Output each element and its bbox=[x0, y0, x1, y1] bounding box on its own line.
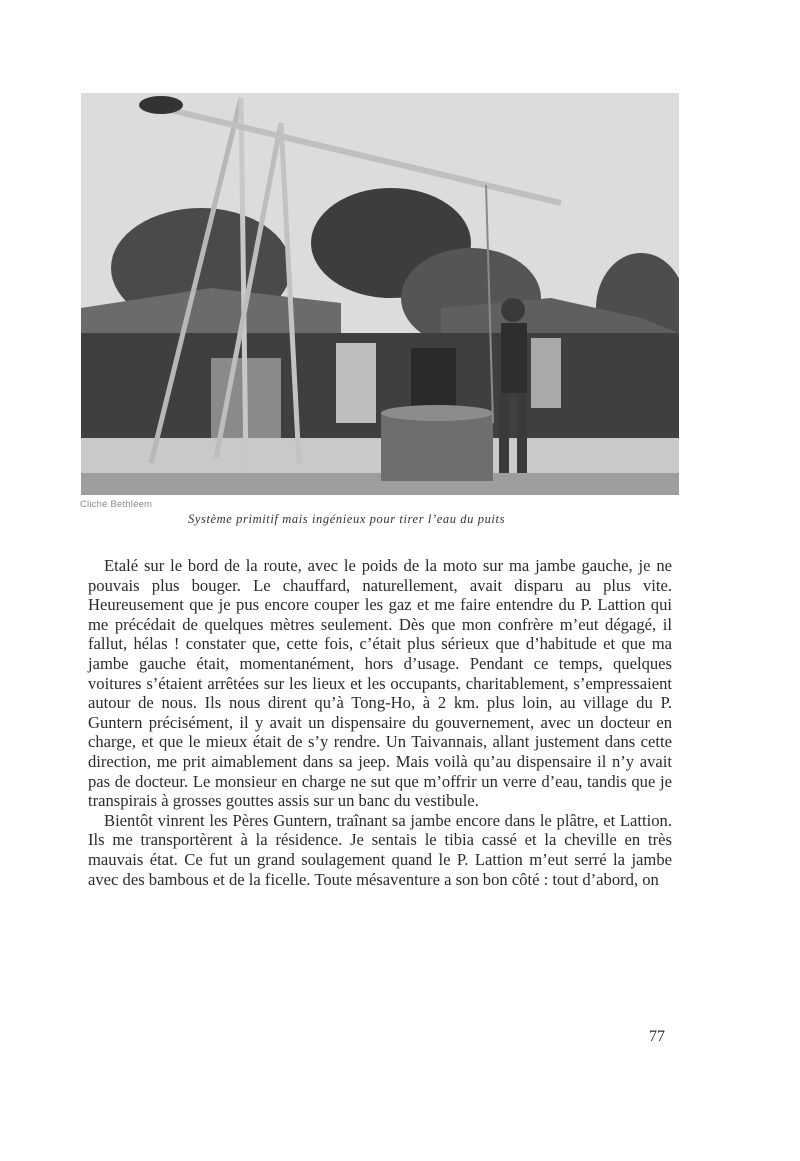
page-number: 77 bbox=[649, 1028, 665, 1045]
photo-caption: Système primitif mais ingénieux pour tirer l’eau du puits bbox=[188, 512, 506, 526]
well-photograph bbox=[81, 93, 679, 495]
paragraph: Etalé sur le bord de la route, avec le poids de la moto sur ma jambe gauche, je ne pouvais plus bouger. Le chauffard, naturellement, avait disparu au plus vite. Heureusement que je pus encore couper les gaz et me faire entendre du P. Lattion qui me précédait de quelques mètres seulement. Dès que mon confrère m’eut dégagé, il fallut, hélas ! constater que, cette fois, c’était plus sérieux que d’habitude et que ma jambe gauche était, momentanément, hors d’usage. Pendant ce temps, quelques voitures s’étaient arrêtées sur les lieux et les occupants, charitablement, s’empressaient autour de nous. Ils nous dirent qu’à Tong-Ho, à 2 km. plus loin, au village du P. Guntern précisément, il y avait un dispensaire du gouvernement, avec un docteur en charge, et que le mieux était de s’y rendre. Un Taivannais, allant justement dans cette direction, me prit aimablement dans sa jeep. Mais voilà qu’au dispensaire il n’y avait pas de docteur. Le monsieur en charge ne sut que m’offrir un verre d’eau, tandis que je transpirais à grosses gouttes assis sur un banc du vestibule. bbox=[88, 556, 672, 811]
paragraph: Bientôt vinrent les Pères Guntern, traînant sa jambe encore dans le plâtre, et Lattion. Ils me transportèrent à la résidence. Je sentais le tibia cassé et la cheville en très mauvais état. Ce fut un grand soulagement quand le P. Lattion m’eut serré la jambe avec des bambous et de la ficelle. Toute mésaventure a son bon côté : tout d’abord, on bbox=[88, 810, 672, 889]
well-photograph-image bbox=[81, 93, 679, 495]
body-text bbox=[88, 556, 672, 889]
photo-credit: Cliché Bethléem bbox=[80, 499, 153, 510]
